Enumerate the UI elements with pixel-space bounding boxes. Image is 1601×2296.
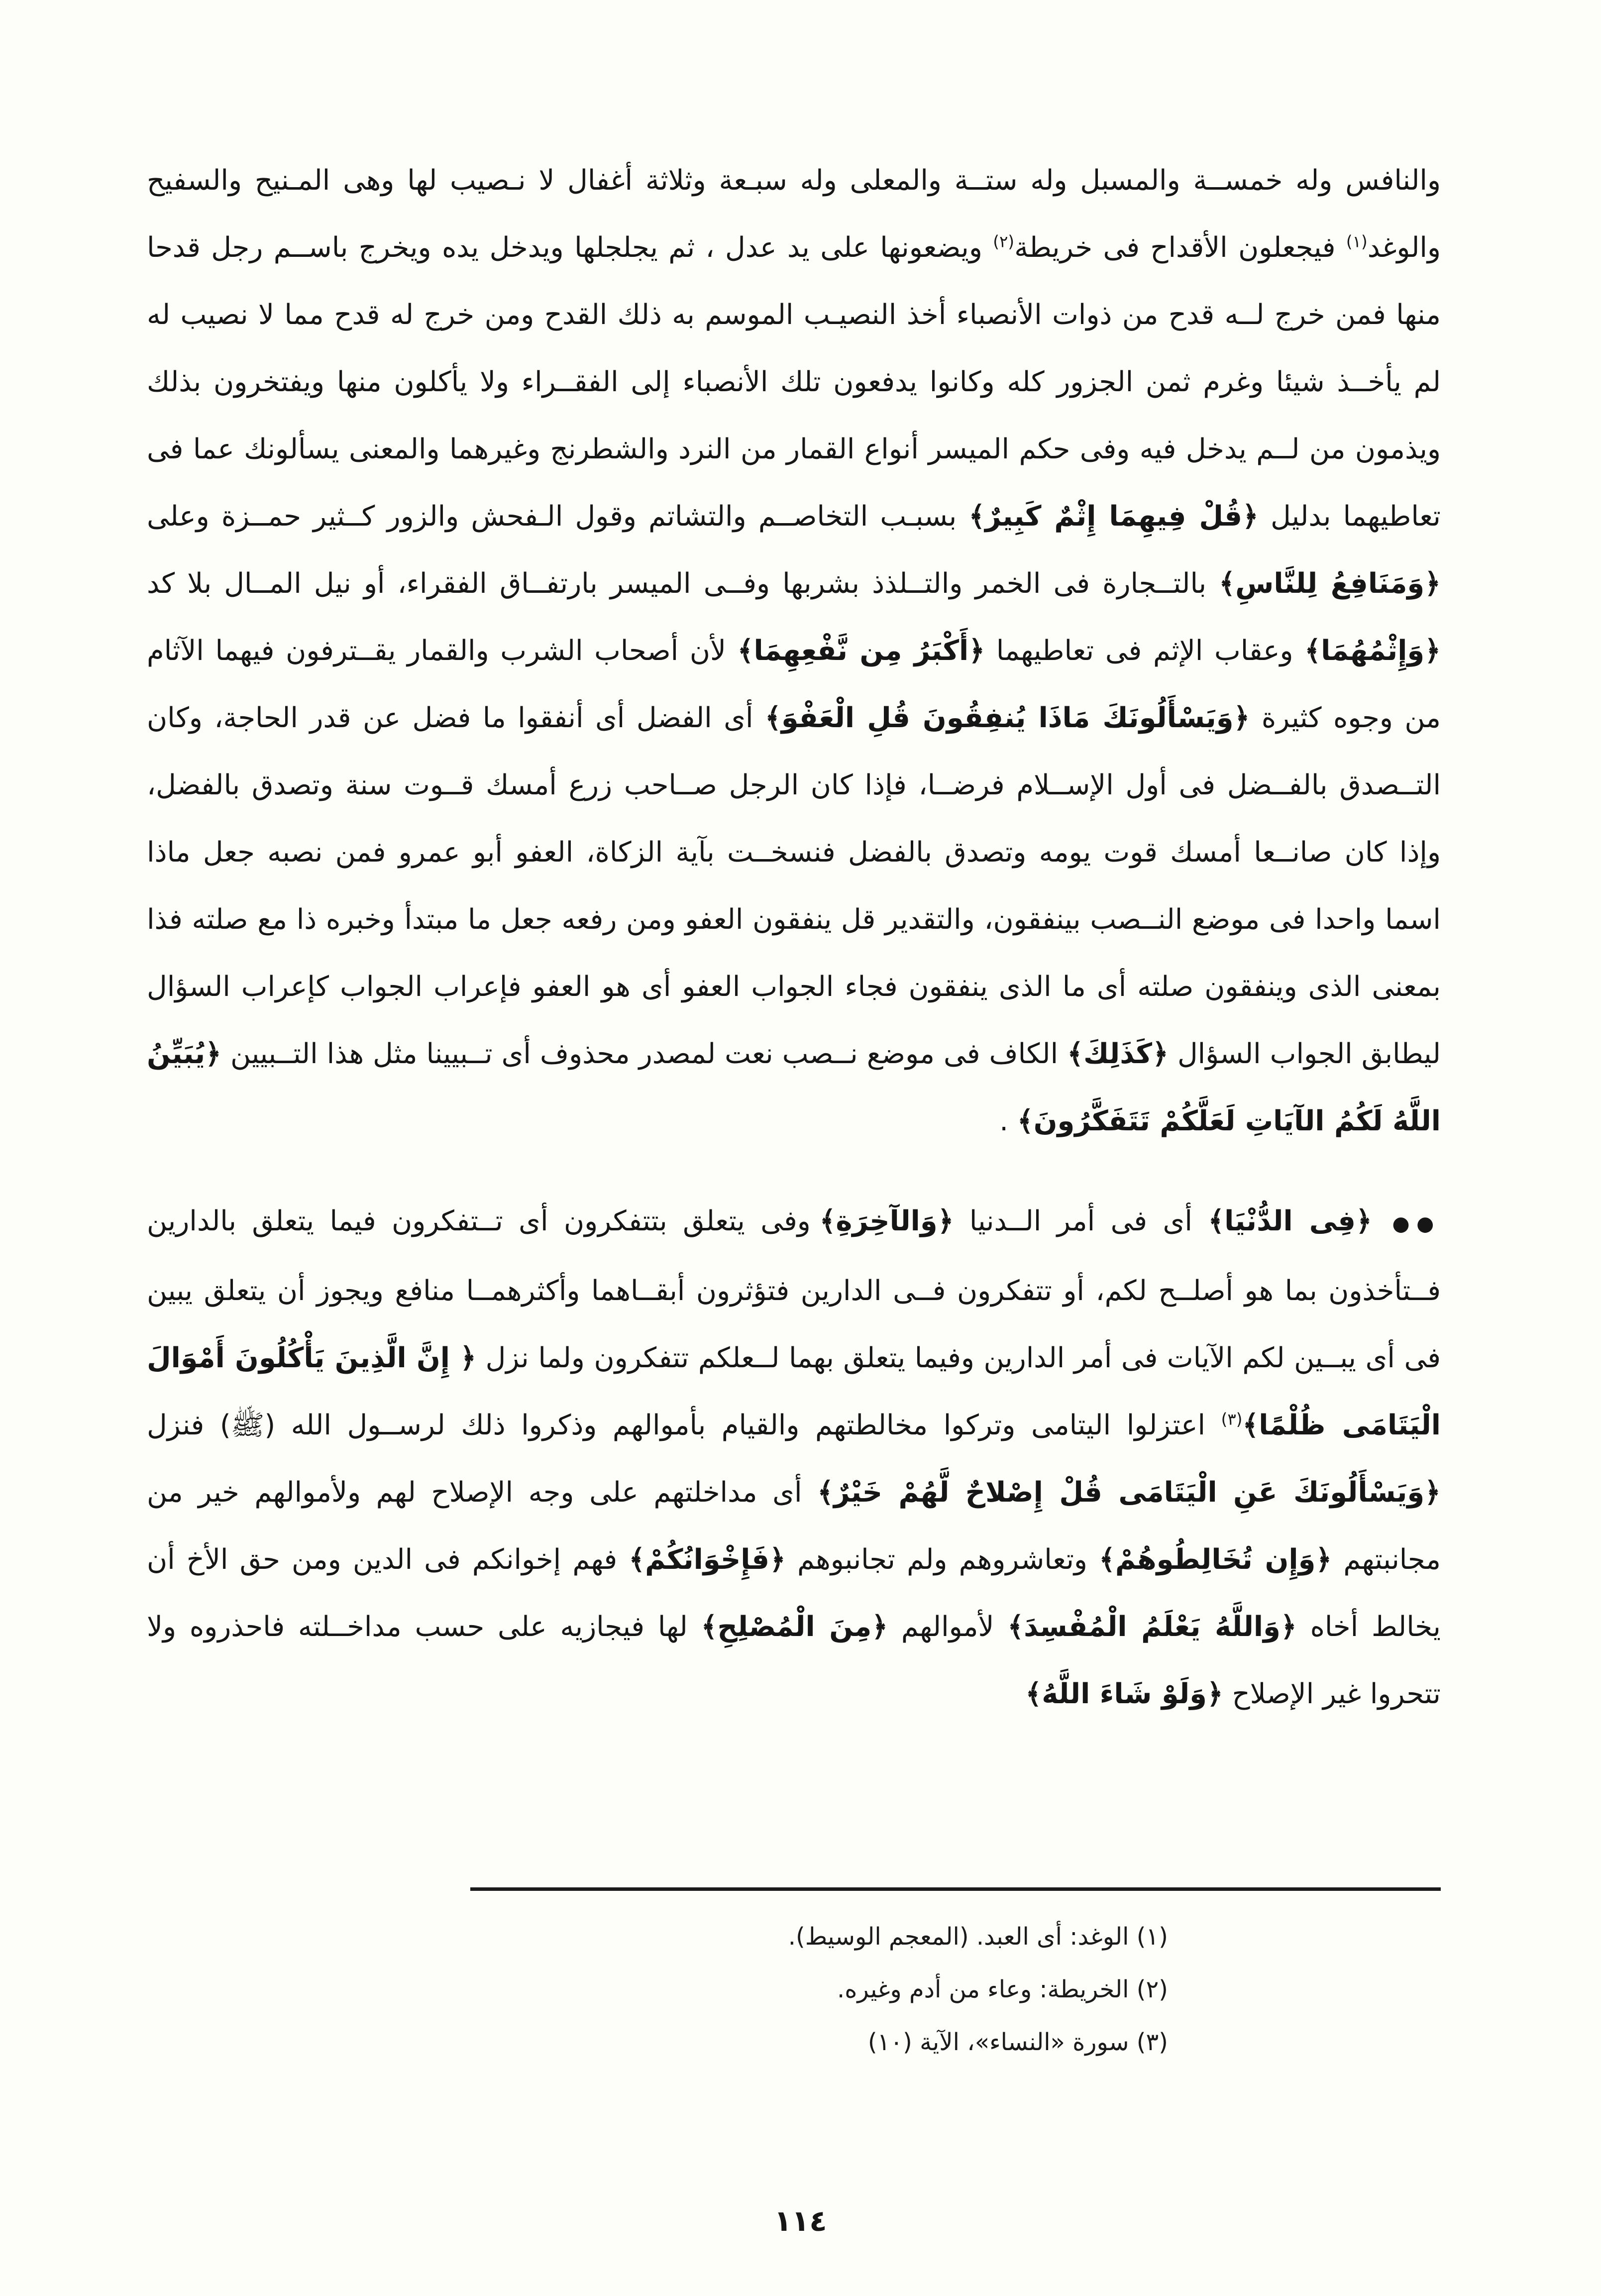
footnote-ref: (٢)	[993, 232, 1015, 251]
footnotes	[322, 1910, 1168, 2069]
body-text: وعقاب الإثم فى تعاطيهما	[985, 635, 1305, 667]
paragraph-marker: ●●	[1379, 1212, 1441, 1235]
body-text: بالتــجارة فى الخمر والتــلذذ بشربها وفــى الميسر بارتفــاق الفقراء، أو نيل المــال بلا كد	[147, 567, 1219, 600]
quran-quote: ﴿وَلَوْ شَاءَ اللَّهُ﴾	[1025, 1678, 1223, 1710]
body-text: فيجعلون الأقداح فى خريطة	[1014, 231, 1346, 264]
body-text: أى مداخلتهم على وجه الإصلاح لهم ولأموالهم خير من مجانبتهم	[147, 1476, 1441, 1576]
body-text: ويضعونها على يد عدل ، ثم يجلجلها ويدخل يده ويخرج باســم رجل قدحا منها فمن خرج لــه قدح من ذوات الأنصباء أخذ النصيـب الموسم به ذلك القدح ومن خرج له قدح مما لا نصيب له لم يأخــذ شيئا وغرم ثمن الجزور كله وكانوا يدفعون تلك الأنصباء إلى الفقــراء ولا يأكلون منها ويفتخرون بذلك ويذمون من لــم يدخل فيه وفى حكم الميسر أنواع القمار من النرد والشطرنج وغيرهما والمعنى يسألونك عما فى تعاطيهما بدليل	[147, 231, 1441, 533]
quran-quote: ﴿وَإِن تُخَالِطُوهُمْ﴾	[1099, 1543, 1332, 1576]
body-text: لأن أصحاب الشرب والقمار يقــترفون فيهما الآثام من وجوه كثيرة	[147, 635, 1441, 734]
footnote-item: (١) الوغد: أى العبد. (المعجم الوسيط).	[788, 1923, 1168, 1951]
body-text: أى فى أمر الــدنيا	[954, 1205, 1208, 1237]
footnote-separator	[470, 1887, 1441, 1891]
body-text: لها فيجازيه على حسب مداخــلته فاحذروه ولا تتحروا غير الإصلاح	[147, 1611, 1441, 1710]
quran-quote: ﴿وَإِثْمُهُمَا﴾	[1304, 635, 1441, 667]
quran-quote: ﴿وَمَنَافِعُ لِلنَّاسِ﴾	[1219, 567, 1441, 600]
paragraph	[147, 1188, 1441, 1728]
footnote-ref: (٣)	[1221, 1410, 1243, 1429]
body-text: .	[999, 1105, 1017, 1137]
body-text: الكاف فى موضع نــصب نعت لمصدر محذوف أى تــبيينا مثل هذا التــبيين	[221, 1038, 1067, 1070]
quran-quote: ﴿مِنَ الْمُصْلِحِ﴾	[701, 1611, 888, 1643]
body-text: والنافس وله خمســة والمسبل وله ستــة والمعلى وله سبـعة وثلاثة أغفال لا نـصيب لها وهى المـنيح والسفيح والوغد	[147, 164, 1441, 264]
quran-quote: ﴿وَاللَّهُ يَعْلَمُ الْمُفْسِدَ﴾	[1007, 1611, 1297, 1643]
body-text: فهم إخوانكم فى الدين ومن حق الأخ أن يخالط أخاه	[147, 1543, 1441, 1643]
quran-quote: ﴿وَيَسْأَلُونَكَ عَنِ الْيَتَامَى قُلْ إِصْلاحٌ لَّهُمْ خَيْرٌ﴾	[817, 1476, 1441, 1509]
body-text: وتعاشروهم ولم تجانبوهم	[785, 1543, 1099, 1576]
quran-quote: ﴿وَالآخِرَةِ﴾	[819, 1205, 954, 1237]
footnote-item: (٢) الخريطة: وعاء من أدم وغيره.	[837, 1975, 1168, 2003]
footnote-ref: (١)	[1346, 232, 1368, 251]
quran-quote: ﴿قُلْ فِيهِمَا إِثْمٌ كَبِيرٌ﴾	[968, 500, 1259, 533]
body-text: لأموالهم	[888, 1611, 1008, 1643]
footnote-item: (٣) سورة «النساء»، الآية (١٠)	[867, 2028, 1168, 2056]
quran-quote: ﴿أَكْبَرُ مِن نَّفْعِهِمَا﴾	[737, 635, 985, 667]
quran-quote: ﴿كَذَلِكَ﴾	[1067, 1038, 1169, 1070]
main-text	[147, 147, 1441, 1728]
quran-quote: ﴿فِى الدُّنْيَا﴾	[1208, 1205, 1372, 1237]
page-number: ١١٤	[774, 2204, 827, 2238]
quran-quote: ﴿ إِنَّ الَّذِينَ يَأْكُلُونَ أَمْوَالَ الْيَتَامَى ظُلْمًا﴾	[147, 1342, 1441, 1441]
body-text: أى الفضل أى أنفقوا ما فضل عن قدر الحاجة، وكان التــصدق بالفــضل فى أول الإســلام فرضــا، فإذا كان الرجل صــاحب زرع أمسك قــوت سنة وتصدق بالفضل، وإذا كان صانــعا أمسك قوت يومه وتصدق بالفضل فنسخــت بآية الزكاة، العفو أبو عمرو فمن نصبه جعل ماذا اسما واحدا فى موضع النــصب بينفقون، والتقدير قل ينفقون العفو ومن رفعه جعل ما مبتدأ وخبره ذا مع صلته فذا بمعنى الذى وينفقون صلته أى ما الذى ينفقون فجاء الجواب العفو أى هو العفو فإعراب الجواب كإعراب السؤال ليطابق الجواب السؤال	[147, 702, 1441, 1070]
quran-quote: ﴿يُبَيِّنُ اللَّهُ لَكُمُ الآيَاتِ لَعَلَّكُمْ تَتَفَكَّرُونَ﴾	[147, 1038, 1441, 1137]
quran-quote: ﴿وَيَسْأَلُونَكَ مَاذَا يُنفِقُونَ قُلِ الْعَفْوَ﴾	[765, 702, 1250, 734]
quran-quote: ﴿فَإِخْوَانُكُمْ﴾	[629, 1543, 786, 1576]
paragraph	[147, 147, 1441, 1155]
body-text: وفى يتعلق بتتفكرون أى تــتفكرون فيما يتعلق بالدارين فــتأخذون بما هو أصلــح لكم، أو تتفكرون فــى الدارين فتؤثرون أبقــاهما وأكثرهمــا منافع ويجوز أن يتعلق يبين فى أى يبــين لكم الآيات فى أمر الدارين وفيما يتعلق بهما لــعلكم تتفكرون ولما نزل	[147, 1205, 1441, 1374]
body-text: بسبـب التخاصــم والتشاتم وقول الـفحش والزور كــثير حمــزة وعلى	[147, 500, 969, 533]
body-text: اعتزلوا اليتامى وتركوا مخالطتهم والقيام بأموالهم وذكروا ذلك لرســول الله (ﷺ) فنزل	[147, 1409, 1221, 1441]
